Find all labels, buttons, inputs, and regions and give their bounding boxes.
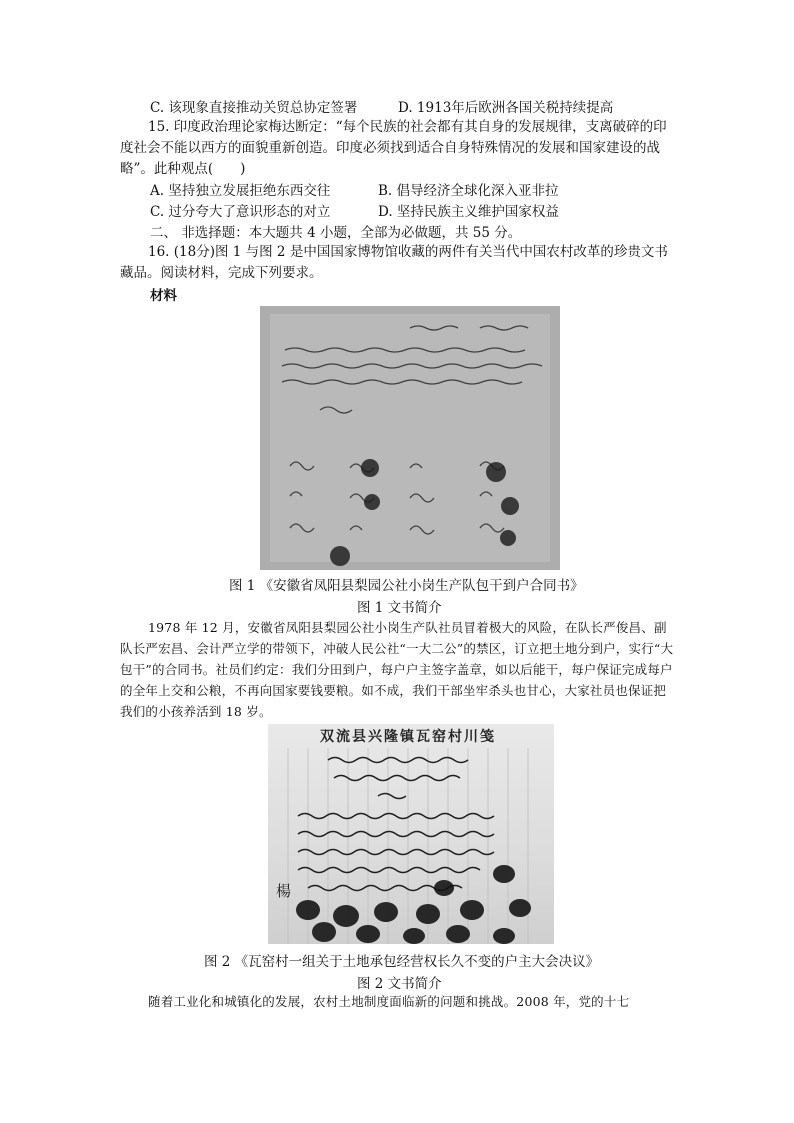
figure-2-description: 随着工业化和城镇化的发展，农村土地制度面临新的问题和挑战。2008 年，党的十七	[148, 994, 630, 1009]
figure-2-subheading: 图 2 文书简介	[357, 976, 442, 992]
q15-option-c: C. 过分夸大了意识形态的对立	[150, 204, 331, 220]
section-two-heading: 二、 非选择题：本大题共 4 小题，全部为必做题，共 55 分。	[150, 225, 522, 241]
figure-2-caption: 图 2 《瓦窑村一组关于土地承包经营权长久不变的户主大会决议》	[204, 954, 600, 970]
q15-stem: 15. 印度政治理论家梅达断定：“每个民族的社会都有其自身的发展规律，支离破碎的印度社会不能以西方的面貌重新创造。印度必须找到适合自身特殊情况的发展和国家建设的战略”。此种观点( )	[120, 119, 667, 177]
figure-1-document-image	[260, 306, 560, 570]
figure-1-subheading: 图 1 文书简介	[357, 600, 442, 616]
q15-option-b: B. 倡导经济全球化深入亚非拉	[378, 183, 559, 199]
figure-2-side-character: 楊	[276, 882, 292, 900]
q15-option-a: A. 坚持独立发展拒绝东西交往	[150, 183, 331, 199]
figure-1-photo	[260, 306, 560, 570]
q15-option-d: D. 坚持民族主义维护国家权益	[378, 204, 559, 220]
material-label: 材料	[150, 288, 177, 304]
figure-1-description: 1978 年 12 月，安徽省凤阳县梨园公社小岗生产队社员冒着极大的风险，在队长严俊昌、副队长严宏昌、会计严立学的带领下，冲破人民公社“一大二公”的禁区，订立把土地分到户，实行“大包干”的合同书。社员们约定：我们分田到户，每户户主签字盖章，如以后能干，每户保证完成每户的全年上交和公粮，不再向国家要钱要粮。如不成，我们干部坐牢杀头也甘心，大家社员也保证把我们的小孩养活到 18 岁。	[120, 620, 674, 719]
q14-option-d: D. 1913年后欧洲各国关税持续提高	[398, 100, 614, 116]
figure-2-image-title: 双流县兴隆镇瓦窑村川笺	[320, 729, 496, 745]
q14-option-c: C. 该现象直接推动关贸总协定签署	[150, 100, 358, 116]
figure-1-caption: 图 1 《安徽省凤阳县梨园公社小岗生产队包干到户合同书》	[229, 578, 584, 594]
figure-2-document-image	[268, 724, 554, 944]
figure-2-photo	[268, 724, 554, 944]
q16-stem: 16. (18分)图 1 与图 2 是中国国家博物馆收藏的两件有关当代中国农村改革的珍贵文书藏品。阅读材料，完成下列要求。	[120, 244, 668, 281]
